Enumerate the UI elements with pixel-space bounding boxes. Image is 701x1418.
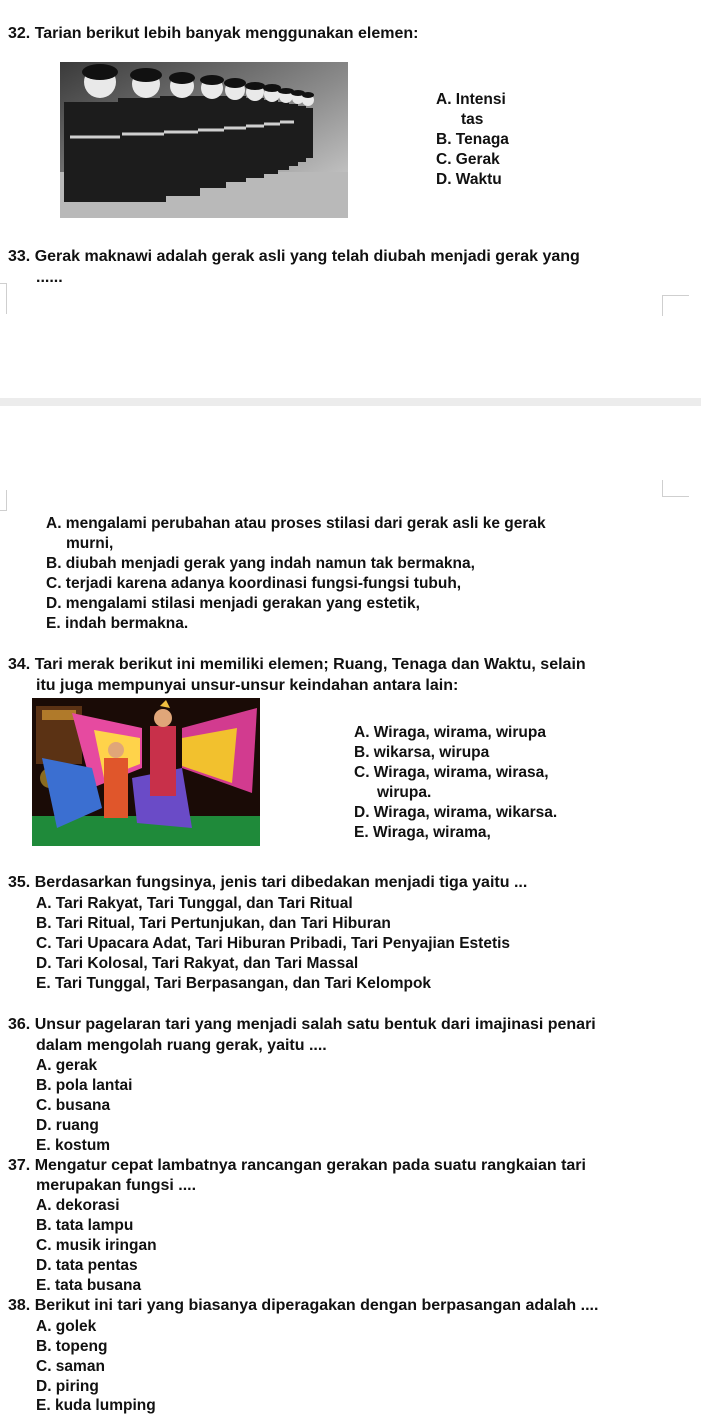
q34-option-a: A. Wiraga, wirama, wirupa <box>354 724 546 741</box>
q36-option-e: E. kostum <box>36 1137 111 1154</box>
q37-option-e: E. tata busana <box>36 1277 142 1294</box>
q35-question: 35. Berdasarkan fungsinya, jenis tari dibedakan menjadi tiga yaitu ... <box>8 874 528 891</box>
q34-option-d: D. Wiraga, wirama, wikarsa. <box>354 804 558 821</box>
scan-corner-mark <box>0 283 7 314</box>
q33-question-line2: ...... <box>36 269 63 286</box>
q34-option-e: E. Wiraga, wirama, <box>354 824 491 841</box>
saman-dance-photo <box>60 62 348 218</box>
q33-option-d: D. mengalami stilasi menjadi gerakan yang estetik, <box>46 595 420 612</box>
scan-corner-mark <box>662 480 689 497</box>
q33-option-e: E. indah bermakna. <box>46 615 189 632</box>
q35-option-a: A. Tari Rakyat, Tari Tunggal, dan Tari Ritual <box>36 895 353 912</box>
q38-option-b: B. topeng <box>36 1338 108 1355</box>
q34-option-c-cont: wirupa. <box>377 784 432 801</box>
q37-question-line1: 37. Mengatur cepat lambatnya rancangan gerakan pada suatu rangkaian tari <box>8 1157 586 1174</box>
q36-question-line2: dalam mengolah ruang gerak, yaitu .... <box>36 1037 327 1054</box>
q32-option-d: D. Waktu <box>436 171 502 188</box>
q36-option-a: A. gerak <box>36 1057 98 1074</box>
q35-option-e: E. Tari Tunggal, Tari Berpasangan, dan Tari Kelompok <box>36 975 432 992</box>
q35-option-c: C. Tari Upacara Adat, Tari Hiburan Pribadi, Tari Penyajian Estetis <box>36 935 511 952</box>
merak-dance-photo <box>32 698 260 846</box>
q34-option-c: C. Wiraga, wirama, wirasa, <box>354 764 549 781</box>
q36-option-c: C. busana <box>36 1097 111 1114</box>
q37-option-b: B. tata lampu <box>36 1217 134 1234</box>
q32-option-a-cont: tas <box>461 111 484 128</box>
q38-option-c: C. saman <box>36 1358 105 1375</box>
q38-question: 38. Berikut ini tari yang biasanya diperagakan dengan berpasangan adalah .... <box>8 1297 599 1314</box>
q36-question-line1: 36. Unsur pagelaran tari yang menjadi salah satu bentuk dari imajinasi penari <box>8 1016 596 1033</box>
q37-option-a: A. dekorasi <box>36 1197 120 1214</box>
q32-option-c: C. Gerak <box>436 151 500 168</box>
q35-option-d: D. Tari Kolosal, Tari Rakyat, dan Tari Massal <box>36 955 359 972</box>
q32-question: 32. Tarian berikut lebih banyak menggunakan elemen: <box>8 25 419 42</box>
q34-question-line1: 34. Tari merak berikut ini memiliki elemen; Ruang, Tenaga dan Waktu, selain <box>8 656 586 673</box>
scan-corner-mark <box>662 295 689 316</box>
q33-option-b: B. diubah menjadi gerak yang indah namun tak bermakna, <box>46 555 475 572</box>
q37-question-line2: merupakan fungsi .... <box>36 1177 197 1194</box>
q38-option-e: E. kuda lumping <box>36 1397 156 1414</box>
q35-option-b: B. Tari Ritual, Tari Pertunjukan, dan Tari Hiburan <box>36 915 391 932</box>
page-separator <box>0 398 701 406</box>
q38-option-d: D. piring <box>36 1378 99 1395</box>
q33-question-line1: 33. Gerak maknawi adalah gerak asli yang telah diubah menjadi gerak yang <box>8 248 580 265</box>
q32-option-b: B. Tenaga <box>436 131 509 148</box>
q33-option-c: C. terjadi karena adanya koordinasi fungsi-fungsi tubuh, <box>46 575 462 592</box>
q36-option-b: B. pola lantai <box>36 1077 133 1094</box>
q34-question-line2: itu juga mempunyai unsur-unsur keindahan antara lain: <box>36 677 459 694</box>
q32-option-a: A. Intensi <box>436 91 506 108</box>
q37-option-d: D. tata pentas <box>36 1257 138 1274</box>
q37-option-c: C. musik iringan <box>36 1237 157 1254</box>
q36-option-d: D. ruang <box>36 1117 99 1134</box>
q38-option-a: A. golek <box>36 1318 97 1335</box>
q33-option-a-cont: murni, <box>66 535 114 552</box>
scan-corner-mark <box>0 490 7 511</box>
q33-option-a: A. mengalami perubahan atau proses stilasi dari gerak asli ke gerak <box>46 515 546 532</box>
q34-option-b: B. wikarsa, wirupa <box>354 744 490 761</box>
